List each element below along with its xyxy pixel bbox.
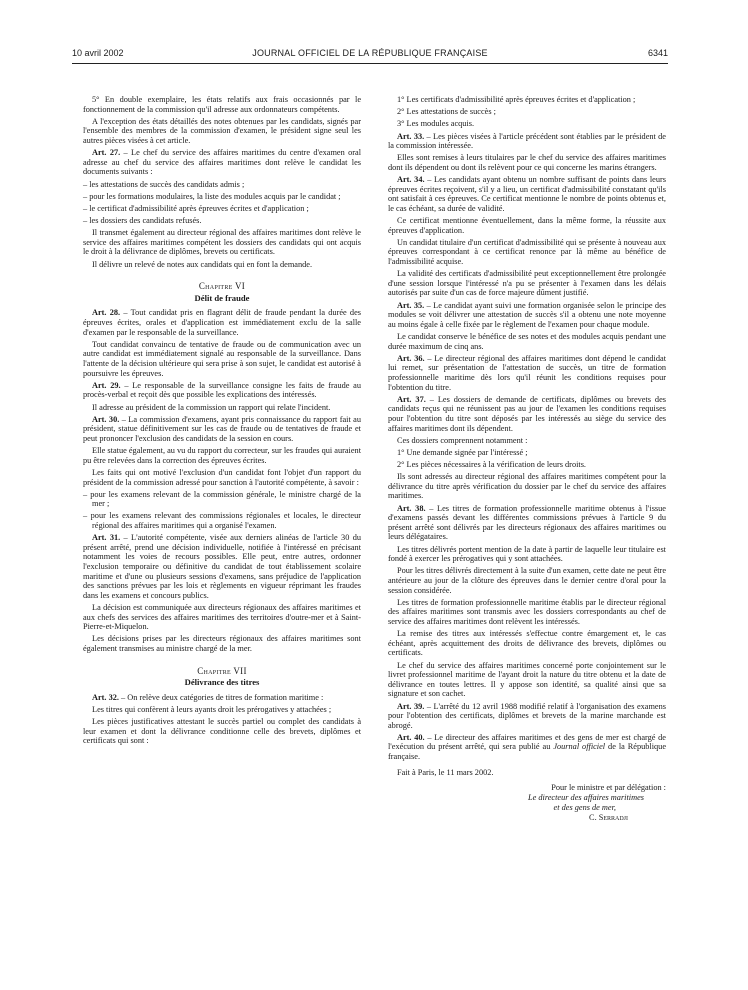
chapter-heading: Chapitre VII	[197, 665, 247, 676]
paragraph: Il adresse au président de la commission un rapport qui relate l'incident.	[92, 402, 331, 412]
article-label: Art. 38.	[397, 503, 426, 513]
article-label: Art. 28.	[92, 308, 121, 318]
article-text: – L'autorité compétente, visée aux derniers alinéas de l'article 30 du présent arrêté, prend une décision individuelle, notifiée à l'intéressé en précisant notamment les voies de recours possibles. Elle peut, entre autres, ordonner l'exclusion temporaire ou définitive du candidat de tout établissement scolaire maritime et d'une ou plusieurs sessions d'examens, sans préjudice de l'application des sanctions prévues par les lois et règlements en vigueur réprimant les fraudes dans les examens et concours publics.	[83, 533, 361, 600]
list-item: 1° Une demande signée par l'intéressé ;	[397, 447, 528, 457]
article-label: Art. 30.	[92, 414, 120, 424]
article-text: – Les pièces visées à l'article précédent sont établies par le président de la commission intéressée.	[388, 131, 666, 151]
article-34	[388, 175, 666, 213]
article-label: Art. 31.	[92, 533, 121, 543]
paragraph: 5° En double exemplaire, les états relatifs aux frais occasionnés par le fonctionnement de la commission qu'il adresse aux ordonnateurs compétents.	[83, 95, 361, 114]
list-item: – pour les examens relevant des commissions régionales et locales, le directeur régional des affaires maritimes qui a organisé l'examen.	[83, 511, 361, 531]
paragraph: Ils sont adressés au directeur régional des affaires maritimes compétent pour la délivrance du titre après vérification du dossier par le chef du service des affaires maritimes.	[388, 472, 666, 501]
list-item: 3° Les modules acquis.	[397, 119, 475, 129]
signature-title: Le directeur des affaires maritimes	[528, 793, 644, 803]
article-text: – L'arrêté du 12 avril 1988 modifié relatif à l'organisation des examens pour l'obtention des certificats, diplômes et brevets de la marine marchande est abrogé.	[388, 701, 666, 730]
list-item: 1° Les certificats d'admissibilité après épreuves écrites et d'application ;	[397, 95, 636, 104]
signatory-name: C. Serradji	[589, 813, 628, 823]
article-label: Art. 33.	[397, 131, 425, 141]
article-label: Art. 36.	[397, 353, 425, 363]
list-item: – pour les examens relevant de la commission générale, le ministre chargé de la mer ;	[83, 489, 361, 509]
paragraph: Ces dossiers comprennent notamment :	[397, 435, 528, 445]
article-text: – La commission d'examens, ayant pris connaissance du rapport fait au président, statue définitivement sur les cas de fraude ou de tentatives de fraude et peut prononcer l'exclusion des candidats de la session en cours.	[83, 414, 361, 443]
article-label: Art. 39.	[397, 701, 425, 711]
right-column	[388, 95, 666, 823]
paragraph: Les pièces justificatives attestant le succès partiel ou complet des candidats à leur examen et dont la délivrance conditionne celle des brevets, diplômes et certificats qui sont :	[83, 717, 361, 746]
article-37	[388, 395, 666, 433]
article-label: Art. 37.	[397, 394, 426, 404]
article-label: Art. 27.	[92, 148, 121, 158]
paragraph: Les titres qui confèrent à leurs ayants droit les prérogatives y attachées ;	[92, 704, 332, 714]
list-item: – les dossiers des candidats refusés.	[83, 216, 202, 226]
signature-line: Pour le ministre et par délégation :	[551, 783, 666, 793]
article-label: Art. 29.	[92, 380, 121, 390]
signature-block	[388, 783, 666, 823]
article-label: Art. 40.	[397, 732, 425, 742]
article-27	[83, 148, 361, 177]
page-number: 6341	[647, 48, 668, 58]
paragraph: Les décisions prises par les directeurs régionaux des affaires maritimes sont également transmises au ministre chargé de la mer.	[83, 634, 361, 653]
article-40	[388, 733, 666, 762]
list-item: – le certificat d'admissibilité après épreuves écrites et d'application ;	[83, 203, 309, 213]
paragraph: La remise des titres aux intéressés s'effectue contre émargement et, le cas échéant, après acquittement des droits de délivrance des brevets, diplômes ou certificats.	[388, 629, 666, 658]
article-text: – Les candidats ayant obtenu un nombre suffisant de points dans leurs épreuves écrites reçoivent, s'il y a lieu, un certificat d'admissibilité constatant qu'ils ont satisfait à ces épreuves. Ce certificat mentionne le nombre de points obtenus et, le cas échéant, sa durée de validité.	[388, 175, 666, 213]
list-item: – les attestations de succès des candidats admis ;	[83, 179, 245, 189]
journal-officiel-italic: Journal officiel	[553, 742, 606, 752]
list-item: 2° Les pièces nécessaires à la vérification de leurs droits.	[397, 460, 587, 470]
paragraph: Les titres délivrés portent mention de la date à partir de laquelle leur titulaire est fondé à exercer les prérogatives qui y sont attachées.	[388, 544, 666, 564]
header-rule	[72, 63, 668, 64]
paragraph: Le chef du service des affaires maritimes concerné porte conjointement sur le livret professionnel maritime de l'ayant droit la nature du titre obtenu et la date de délivrance en toutes lettres. Il y appose son identité, sa qualité ainsi que sa signature et son cachet.	[388, 660, 666, 699]
page-header	[72, 48, 668, 62]
journal-title: JOURNAL OFFICIEL DE LA RÉPUBLIQUE FRANÇAISE	[252, 48, 488, 58]
article-text: – Le candidat ayant suivi une formation organisée selon le principe des modules se voit délivrer une attestation de succès s'il a obtenu une note moyenne au moins égale à celle fixée par le règlement de l'examen pour chaque module.	[388, 300, 666, 329]
paragraph: Il transmet également au directeur régional des affaires maritimes dont relève le service des affaires maritimes compétent les dossiers des candidats qui ont acquis le droit à la délivrance de diplômes, brevets ou certificats.	[83, 228, 361, 257]
paragraph: La décision est communiquée aux directeurs régionaux des affaires maritimes et aux chefs des services des affaires maritimes des territoires d'outre-mer et à Saint-Pierre-et-Miquelon.	[83, 603, 361, 632]
article-35	[388, 301, 666, 330]
chapter-title: Délivrance des titres	[184, 677, 260, 688]
paragraph: Les titres de formation professionnelle maritime établis par le directeur régional des affaires maritimes sont transmis avec les dossiers correspondants au chef de service des affaires maritimes dont relèvent les intéressés.	[388, 597, 666, 626]
article-28	[83, 308, 361, 337]
article-label: Art. 34.	[397, 175, 425, 185]
article-33	[388, 132, 666, 151]
paragraph: Un candidat titulaire d'un certificat d'admissibilité qui se présente à nouveau aux épreuves correspondant à ce certificat renonce par là même au bénéfice de l'admissibilité acquise.	[388, 237, 666, 267]
article-text: – Les dossiers de demande de certificats, diplômes ou brevets des candidats reçus qui ne réunissent pas au jour de l'examen les conditions requises pour l'obtention du titre sont déposés par les intéressés au siège du service des affaires maritimes dont ils dépendent.	[388, 394, 666, 433]
issue-date: 10 avril 2002	[72, 48, 124, 58]
article-38	[388, 504, 666, 542]
paragraph: Elle statue également, au vu du rapport du correcteur, sur les fraudes qui auraient pu être relevées dans la correction des épreuves écrites.	[83, 446, 361, 465]
paragraph: Ce certificat mentionne éventuellement, dans la même forme, la réussite aux épreuves d'application.	[388, 216, 666, 235]
paragraph: Il délivre un relevé de notes aux candidats qui en font la demande.	[92, 259, 313, 269]
article-39	[388, 702, 666, 731]
article-text: – On relève deux catégories de titres de formation maritime :	[118, 692, 324, 702]
article-text: – Le directeur des affaires maritimes et des gens de mer est chargé de l'exécution du présent arrêté, qui sera publié au	[388, 732, 666, 752]
list-item: 2° Les attestations de succès ;	[397, 107, 496, 117]
place-date: Fait à Paris, le 11 mars 2002.	[397, 767, 494, 777]
article-text: – Le responsable de la surveillance consigne les faits de fraude au procès-verbal et reçoit dès que possible les explications des intéressés.	[83, 380, 361, 400]
paragraph: Tout candidat convaincu de tentative de fraude ou de communication avec un autre candidat est immédiatement signalé au responsable de la surveillance. Dans l'attente de la décision ultérieure qui sera prise à son sujet, le candidat est autorisé à poursuivre les épreuves.	[83, 339, 361, 378]
chapter-title: Délit de fraude	[194, 292, 250, 303]
article-text: – Le chef du service des affaires maritimes du centre d'examen oral adresse au chef du service des affaires maritimes dont relève le candidat les documents suivants :	[83, 148, 361, 177]
list-item: – pour les formations modulaires, la liste des modules acquis par le candidat ;	[83, 191, 341, 201]
article-30	[83, 415, 361, 444]
article-label: Art. 32.	[92, 692, 119, 702]
paragraph: La validité des certificats d'admissibilité peut exceptionnellement être prolongée d'une session lorsque l'intéressé n'a pu se présenter à l'examen dans les délais autorisés par suite d'un cas de force majeure dûment justifié.	[388, 269, 666, 298]
article-text: – Tout candidat pris en flagrant délit de fraude pendant la durée des épreuves écrites, orales et d'application est immédiatement exclu de la salle d'examen par le responsable de la surveillance.	[83, 308, 361, 337]
paragraph: Pour les titres délivrés directement à la suite d'un examen, cette date ne peut être antérieure au jour de la clôture des épreuves dans le dernier centre d'oral pour la session considérée.	[388, 566, 666, 595]
signature-title: et des gens de mer,	[553, 803, 616, 813]
left-column	[83, 95, 361, 749]
article-text: de la République française.	[388, 742, 666, 762]
article-32	[83, 693, 361, 703]
article-label: Art. 35.	[397, 300, 425, 310]
paragraph: A l'exception des états détaillés des notes obtenues par les candidats, signés par l'ensemble des membres de la commission d'examen, le président signe seul les autres pièces visées à cet article.	[83, 116, 361, 145]
article-text: – Le directeur régional des affaires maritimes dont dépend le candidat lui remet, sur présentation de l'attestation de succès, un titre de formation professionnelle maritime dès lors qu'il réunit les conditions requises pour l'obtention du titre.	[388, 353, 666, 392]
article-29	[83, 381, 361, 400]
article-text: – Les titres de formation professionnelle maritime obtenus à l'issue d'examens passés devant les différentes commissions prévues à l'article 9 du présent arrêté sont délivrés par les directeurs régionaux des affaires maritimes ou leurs délégataires.	[388, 503, 666, 542]
paragraph: Les faits qui ont motivé l'exclusion d'un candidat font l'objet d'un rapport du président de la commission adressé pour sanction à l'autorité compétente, à savoir :	[83, 467, 361, 487]
chapter-heading: Chapitre VI	[198, 281, 246, 292]
paragraph: Elles sont remises à leurs titulaires par le chef du service des affaires maritimes dont ils dépendent ou dont ils relèvent pour ce qui concerne les marins étrangers.	[388, 153, 666, 172]
article-36	[388, 354, 666, 392]
article-31	[83, 533, 361, 600]
paragraph: Le candidat conserve le bénéfice de ses notes et des modules acquis pendant une durée maximum de cinq ans.	[388, 332, 666, 351]
